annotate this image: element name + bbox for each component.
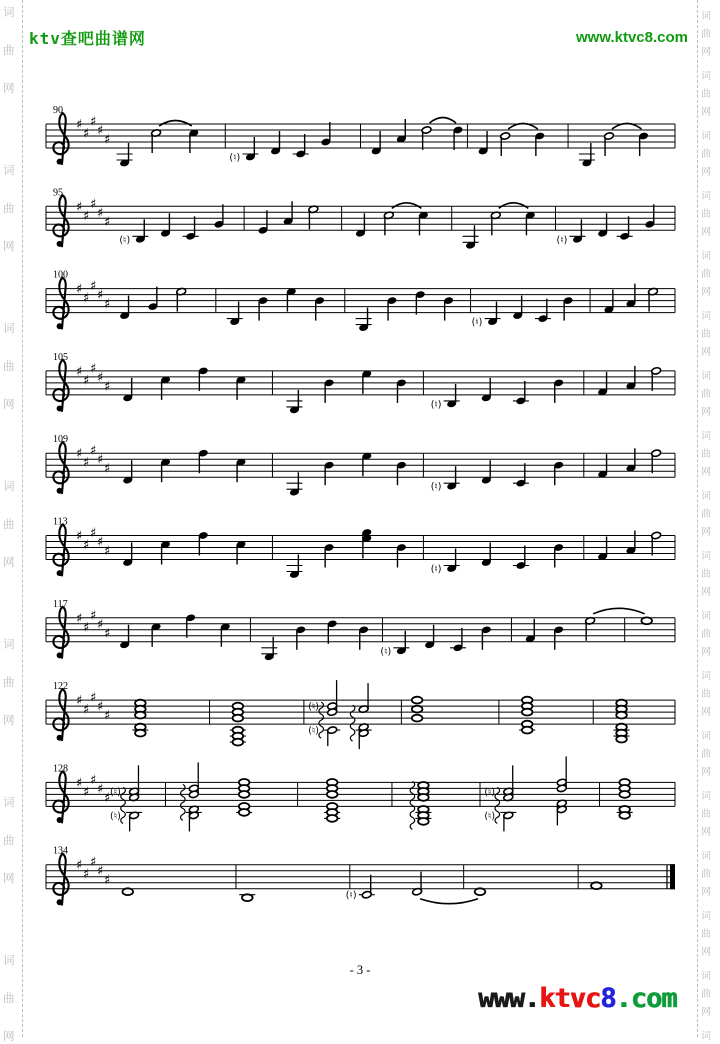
watermark-char: 曲 (701, 449, 711, 460)
watermark-char: 网 (701, 527, 711, 538)
key-signature-sharp: ♯ (97, 205, 104, 221)
watermark-char: 词 (701, 491, 711, 502)
watermark-char: 词 (701, 791, 711, 802)
key-signature-sharp: ♯ (83, 208, 90, 224)
key-signature-sharp: ♯ (83, 373, 90, 389)
watermark-char: 网 (3, 555, 15, 569)
slur (430, 118, 456, 124)
watermark-char: 曲 (701, 869, 711, 880)
watermark-char: 词 (701, 431, 711, 442)
arpeggio-squiggle (121, 787, 126, 823)
key-signature-sharp: ♯ (97, 864, 104, 880)
watermark-char: 曲 (701, 509, 711, 520)
key-signature-sharp: ♯ (104, 297, 111, 313)
watermark-char: 词 (701, 911, 711, 922)
natural-accidental: (♮) (119, 234, 131, 246)
key-signature-sharp: ♯ (90, 526, 97, 541)
watermark-char: 曲 (3, 675, 15, 689)
watermark-char: 词 (3, 795, 15, 809)
watermark-char: 词 (3, 5, 15, 19)
natural-accidental: (♮) (430, 399, 442, 411)
key-signature-sharp: ♯ (90, 690, 97, 706)
key-signature-sharp: ♯ (76, 117, 83, 133)
watermark-char: 词 (701, 11, 711, 22)
watermark-char: 词 (701, 131, 711, 142)
treble-clef-icon (53, 113, 68, 165)
key-signature-sharp: ♯ (104, 214, 111, 230)
slur (159, 121, 192, 127)
key-signature-sharp: ♯ (76, 364, 83, 380)
key-signature-sharp: ♯ (76, 858, 83, 874)
watermark-char: 词 (701, 371, 711, 382)
watermark-char: 曲 (701, 629, 711, 640)
key-signature-sharp: ♯ (97, 370, 104, 386)
key-signature-sharp: ♯ (97, 781, 104, 797)
measure-number: 100 (53, 269, 68, 281)
treble-clef-icon (53, 771, 68, 823)
staff-system (46, 846, 675, 906)
slur (392, 203, 422, 209)
watermark-char: 网 (3, 1029, 15, 1043)
natural-accidental: (♮) (110, 810, 121, 822)
staff-system (46, 434, 675, 496)
watermark-char: 网 (701, 767, 711, 778)
natural-accidental: (♮) (430, 564, 442, 575)
watermark-char: 曲 (701, 29, 711, 40)
header-site-name: ktv查吧曲谱网 (29, 29, 146, 48)
key-signature-sharp: ♯ (104, 544, 111, 559)
watermark-char: 网 (3, 239, 15, 253)
header-site-url: www.ktvc8.com (576, 29, 688, 46)
watermark-char: 曲 (3, 517, 15, 531)
key-signature-sharp: ♯ (104, 379, 111, 395)
watermark-char: 词 (701, 851, 711, 862)
watermark-char: 曲 (701, 989, 711, 1000)
watermark-char: 曲 (701, 149, 711, 160)
watermark-char: 网 (701, 347, 711, 358)
key-signature-sharp: ♯ (83, 620, 90, 636)
arpeggio-squiggle (319, 702, 324, 738)
watermark-char: 词 (701, 731, 711, 742)
natural-accidental: (♮) (484, 810, 496, 822)
watermark-char: 曲 (3, 201, 15, 215)
watermark-char: 词 (701, 191, 711, 202)
key-signature-sharp: ♯ (90, 772, 97, 788)
watermark-char: 词 (701, 611, 711, 622)
key-signature-sharp: ♯ (76, 775, 83, 791)
watermark-char: 网 (701, 587, 711, 598)
watermark-char: 网 (701, 887, 711, 898)
arpeggio-squiggle (181, 784, 186, 820)
key-signature-sharp: ♯ (83, 784, 90, 800)
measure-number: 95 (53, 187, 63, 199)
treble-clef-icon (53, 689, 68, 741)
watermark-char: 词 (3, 163, 15, 177)
watermark-char: 曲 (3, 991, 15, 1005)
watermark-char: 曲 (701, 809, 711, 820)
watermark-char: 词 (701, 971, 711, 982)
key-signature-sharp: ♯ (90, 196, 97, 212)
slur (420, 899, 478, 904)
watermark-char: 网 (701, 647, 711, 658)
key-signature-sharp: ♯ (97, 452, 104, 468)
watermark-char: 网 (701, 107, 711, 118)
watermark-char: 词 (3, 953, 15, 967)
key-signature-sharp: ♯ (90, 114, 97, 130)
key-signature-sharp: ♯ (97, 123, 104, 139)
watermark-char: 网 (701, 707, 711, 718)
key-signature-sharp: ♯ (97, 288, 104, 304)
natural-accidental: (♮) (484, 786, 496, 798)
natural-accidental: (♮) (430, 481, 442, 493)
watermark-char: 词 (701, 1031, 711, 1042)
treble-clef-icon (53, 442, 68, 494)
key-signature-sharp: ♯ (104, 132, 111, 148)
watermark-char: 曲 (3, 359, 15, 373)
watermark-char: 网 (701, 227, 711, 238)
watermark-char: 网 (3, 81, 15, 95)
footer-page-number: - 3 - (349, 963, 371, 977)
arpeggio-squiggle (350, 705, 355, 741)
key-signature-sharp: ♯ (83, 291, 90, 307)
key-signature-sharp: ♯ (76, 282, 83, 298)
key-signature-sharp: ♯ (76, 693, 83, 709)
key-signature-sharp: ♯ (83, 702, 90, 718)
key-signature-sharp: ♯ (76, 199, 83, 215)
watermark-char: 词 (701, 671, 711, 682)
key-signature-sharp: ♯ (97, 535, 104, 550)
slur (499, 203, 529, 209)
staff-system (46, 187, 675, 249)
watermark-char: 词 (3, 637, 15, 651)
key-signature-sharp: ♯ (90, 608, 97, 624)
treble-clef-icon (53, 607, 68, 659)
measure-number: 90 (53, 105, 63, 116)
watermark-char: 曲 (701, 89, 711, 100)
watermark-char: 曲 (701, 929, 711, 940)
measure-number: 105 (53, 351, 68, 363)
treble-clef-icon (53, 195, 68, 247)
natural-accidental: (♮) (556, 234, 568, 246)
watermark-char: 网 (701, 287, 711, 298)
treble-clef-icon (53, 854, 68, 906)
key-signature-sharp: ♯ (83, 126, 90, 142)
watermark-char: 网 (701, 47, 711, 58)
key-signature-sharp: ♯ (104, 461, 111, 477)
watermark-char: 词 (701, 251, 711, 262)
treble-clef-icon (53, 278, 68, 330)
key-signature-sharp: ♯ (90, 855, 97, 871)
key-signature-sharp: ♯ (90, 361, 97, 377)
watermark-char: 网 (701, 1007, 711, 1018)
logo-segment: 8 (600, 983, 616, 1014)
measure-number: 117 (53, 598, 68, 610)
key-signature-sharp: ♯ (83, 455, 90, 471)
natural-accidental: (♮) (229, 152, 241, 164)
final-barline (670, 864, 675, 889)
key-signature-sharp: ♯ (76, 446, 83, 462)
watermark-char: 曲 (701, 209, 711, 220)
key-signature-sharp: ♯ (104, 708, 111, 724)
watermark-char: 网 (701, 167, 711, 178)
key-signature-sharp: ♯ (76, 611, 83, 627)
natural-accidental: (♮) (308, 701, 320, 713)
watermark-char: 曲 (701, 389, 711, 400)
slur (593, 608, 645, 614)
staff-system (46, 105, 675, 167)
staff-system (46, 756, 675, 831)
watermark-char: 曲 (701, 689, 711, 700)
measure-number: 134 (53, 845, 68, 857)
key-signature-sharp: ♯ (83, 867, 90, 883)
watermark-char: 曲 (3, 43, 15, 57)
key-signature-sharp: ♯ (83, 538, 90, 553)
natural-accidental: (♮) (345, 890, 357, 902)
logo-segment: ktvc (539, 983, 601, 1014)
key-signature-sharp: ♯ (97, 617, 104, 633)
key-signature-sharp: ♯ (104, 626, 111, 642)
watermark-char: 网 (701, 947, 711, 958)
measure-number: 109 (53, 434, 68, 446)
watermark-char: 词 (701, 311, 711, 322)
watermark-char: 曲 (701, 749, 711, 760)
logo-segment: www. (478, 983, 540, 1014)
staff-system (46, 680, 675, 749)
footer-logo (478, 983, 676, 1014)
watermark-char: 曲 (701, 329, 711, 340)
measure-number: 113 (53, 516, 68, 528)
watermark-char: 网 (3, 871, 15, 885)
key-signature-sharp: ♯ (90, 279, 97, 295)
watermark-char: 网 (701, 407, 711, 418)
treble-clef-icon (53, 360, 68, 412)
watermark-char: 词 (3, 321, 15, 335)
watermark-char: 网 (701, 467, 711, 478)
treble-clef-icon (53, 525, 68, 577)
measure-number: 128 (53, 763, 68, 775)
watermark-char: 网 (3, 713, 15, 727)
staff-system (46, 270, 675, 332)
natural-accidental: (♮) (471, 317, 483, 329)
watermark-char: 网 (3, 397, 15, 411)
watermark-char: 词 (701, 71, 711, 82)
key-signature-sharp: ♯ (97, 699, 104, 715)
watermark-char: 网 (701, 827, 711, 838)
natural-accidental: (♮) (380, 646, 392, 658)
watermark-char: 词 (3, 479, 15, 493)
staff-system (46, 517, 675, 579)
key-signature-sharp: ♯ (104, 790, 111, 806)
arpeggio-squiggle (495, 787, 500, 823)
watermark-char: 曲 (701, 569, 711, 580)
natural-accidental: (♮) (308, 725, 320, 737)
key-signature-sharp: ♯ (76, 529, 83, 544)
staff-system (46, 352, 675, 414)
key-signature-sharp: ♯ (90, 443, 97, 459)
watermark-char: 曲 (701, 269, 711, 280)
logo-segment: .com (615, 983, 677, 1014)
key-signature-sharp: ♯ (104, 873, 111, 889)
natural-accidental: (♮) (110, 786, 121, 798)
measure-number: 122 (53, 681, 68, 693)
watermark-char: 曲 (3, 833, 15, 847)
staff-system (46, 599, 675, 661)
watermark-char: 词 (701, 551, 711, 562)
